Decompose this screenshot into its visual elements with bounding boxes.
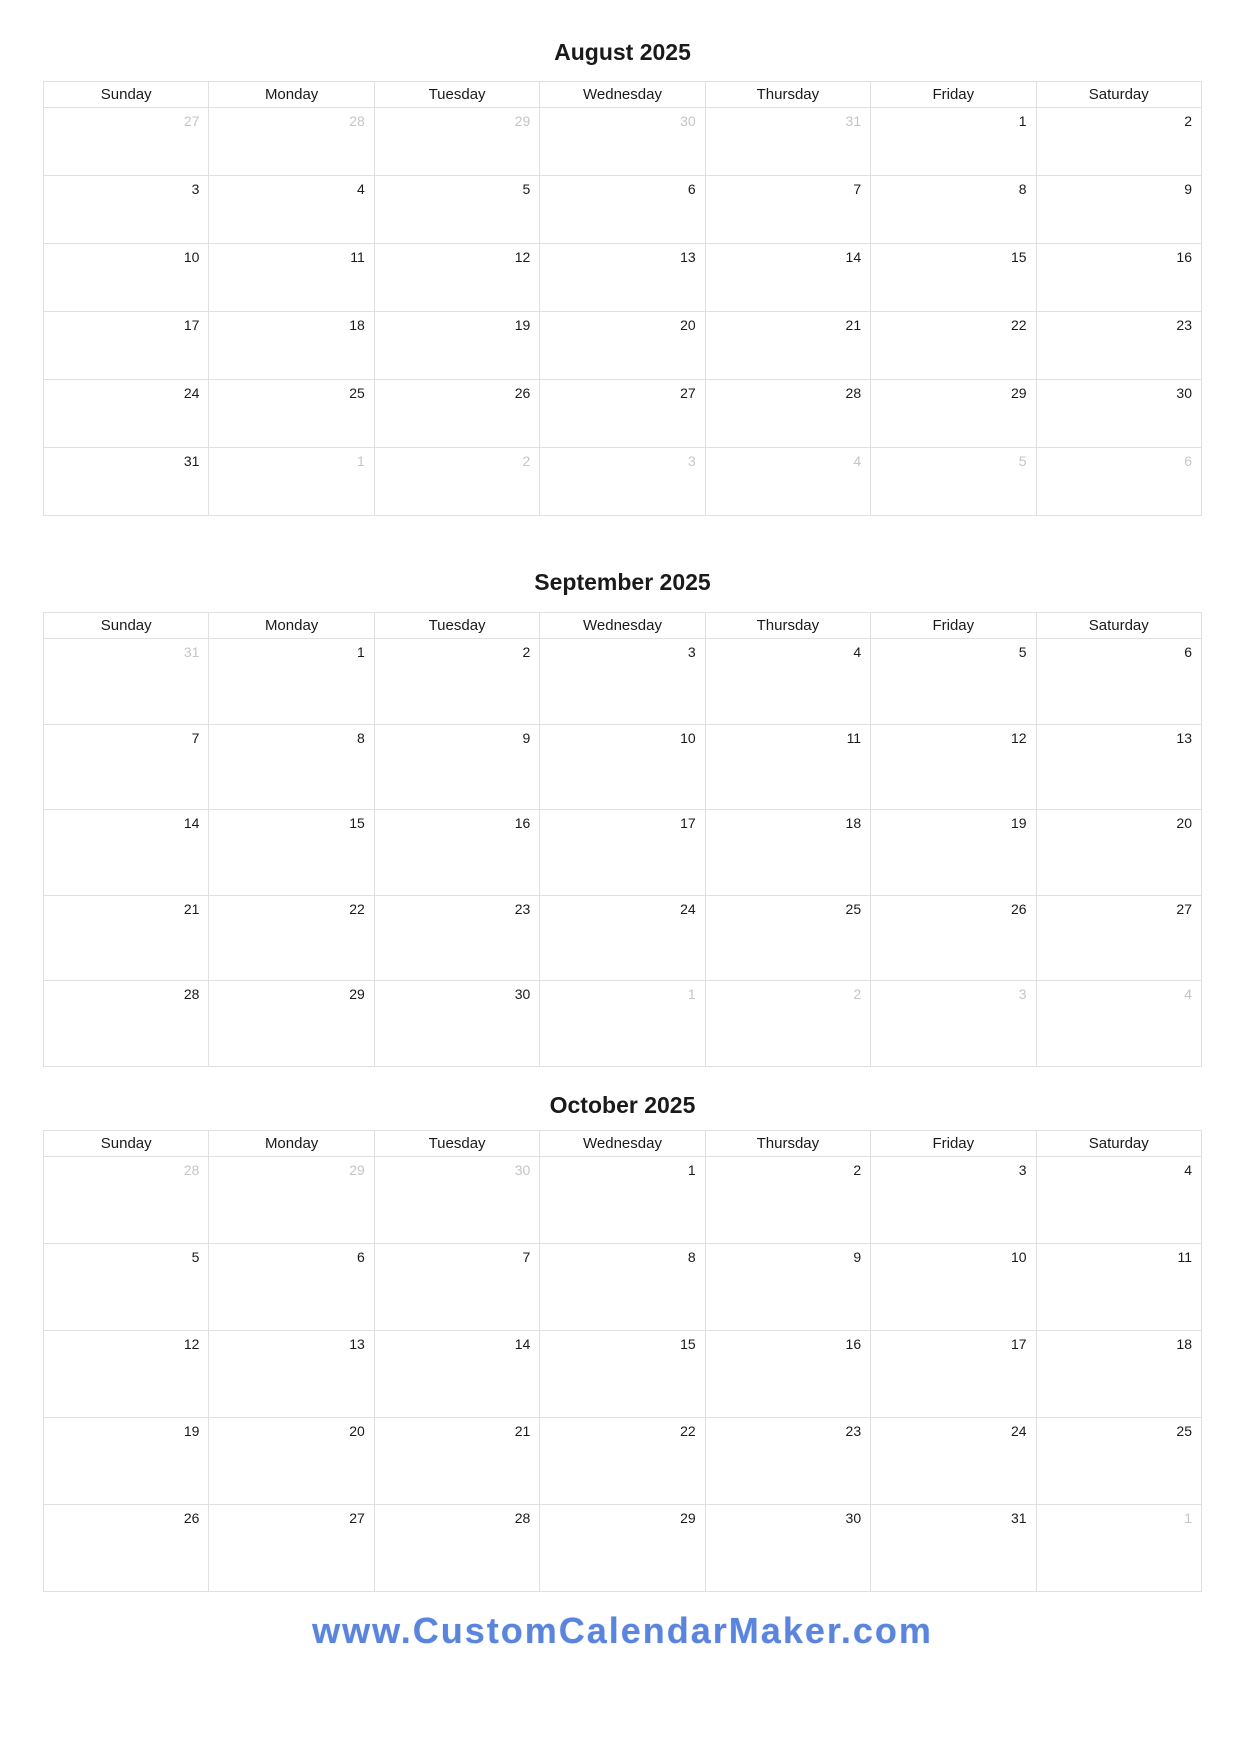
day-cell: 9 — [1036, 176, 1201, 244]
day-cell: 6 — [1036, 448, 1201, 516]
day-cell: 14 — [705, 244, 870, 312]
day-cell: 20 — [209, 1418, 374, 1505]
day-cell: 22 — [540, 1418, 705, 1505]
weekday-header: Friday — [871, 613, 1036, 639]
day-cell: 3 — [871, 981, 1036, 1067]
day-cell: 30 — [1036, 380, 1201, 448]
week-row — [44, 448, 1202, 516]
day-cell: 28 — [44, 981, 209, 1067]
weekday-header: Wednesday — [540, 613, 705, 639]
day-cell: 23 — [1036, 312, 1201, 380]
day-cell: 29 — [209, 981, 374, 1067]
day-cell: 18 — [705, 810, 870, 896]
day-cell: 18 — [1036, 1331, 1201, 1418]
day-cell: 31 — [44, 639, 209, 725]
day-cell: 15 — [209, 810, 374, 896]
weekday-header: Saturday — [1036, 613, 1201, 639]
day-cell: 11 — [1036, 1244, 1201, 1331]
day-cell: 2 — [705, 981, 870, 1067]
weekday-header-row — [44, 1131, 1202, 1157]
weekday-header: Monday — [209, 613, 374, 639]
day-cell: 18 — [209, 312, 374, 380]
day-cell: 17 — [44, 312, 209, 380]
day-cell: 21 — [374, 1418, 539, 1505]
weekday-header: Sunday — [44, 613, 209, 639]
day-cell: 3 — [540, 448, 705, 516]
day-cell: 30 — [705, 1505, 870, 1592]
day-cell: 8 — [871, 176, 1036, 244]
day-cell: 13 — [540, 244, 705, 312]
day-cell: 5 — [871, 639, 1036, 725]
day-cell: 26 — [871, 895, 1036, 981]
day-cell: 27 — [209, 1505, 374, 1592]
day-cell: 12 — [374, 244, 539, 312]
week-row — [44, 1418, 1202, 1505]
weekday-header: Thursday — [705, 1131, 870, 1157]
calendar-grid-august — [43, 81, 1202, 516]
day-cell: 5 — [44, 1244, 209, 1331]
weekday-header: Tuesday — [374, 1131, 539, 1157]
day-cell: 4 — [209, 176, 374, 244]
week-row — [44, 639, 1202, 725]
day-cell: 24 — [44, 380, 209, 448]
day-cell: 2 — [705, 1157, 870, 1244]
week-row — [44, 176, 1202, 244]
day-cell: 19 — [374, 312, 539, 380]
day-cell: 25 — [705, 895, 870, 981]
weekday-header: Sunday — [44, 1131, 209, 1157]
day-cell: 2 — [1036, 108, 1201, 176]
day-cell: 12 — [871, 724, 1036, 810]
day-cell: 15 — [540, 1331, 705, 1418]
day-cell: 16 — [705, 1331, 870, 1418]
week-row — [44, 312, 1202, 380]
day-cell: 31 — [705, 108, 870, 176]
day-cell: 9 — [705, 1244, 870, 1331]
day-cell: 24 — [871, 1418, 1036, 1505]
day-cell: 3 — [540, 639, 705, 725]
day-cell: 16 — [1036, 244, 1201, 312]
week-row — [44, 810, 1202, 896]
weekday-header-row — [44, 82, 1202, 108]
day-cell: 30 — [540, 108, 705, 176]
month-title-october: October 2025 — [549, 1092, 696, 1118]
day-cell: 5 — [374, 176, 539, 244]
weekday-header: Saturday — [1036, 82, 1201, 108]
day-cell: 1 — [871, 108, 1036, 176]
watermark-link[interactable]: www.CustomCalendarMaker.com — [312, 1610, 933, 1651]
day-cell: 21 — [705, 312, 870, 380]
day-cell: 6 — [1036, 639, 1201, 725]
day-cell: 27 — [44, 108, 209, 176]
day-cell: 29 — [540, 1505, 705, 1592]
calendar-grid-october — [43, 1130, 1202, 1592]
weekday-header: Wednesday — [540, 82, 705, 108]
week-row — [44, 1331, 1202, 1418]
day-cell: 9 — [374, 724, 539, 810]
month-title-august: August 2025 — [554, 39, 691, 65]
weekday-header: Thursday — [705, 613, 870, 639]
week-row — [44, 724, 1202, 810]
day-cell: 28 — [374, 1505, 539, 1592]
weekday-header: Wednesday — [540, 1131, 705, 1157]
day-cell: 7 — [44, 724, 209, 810]
day-cell: 1 — [209, 448, 374, 516]
day-cell: 1 — [209, 639, 374, 725]
day-cell: 19 — [871, 810, 1036, 896]
day-cell: 5 — [871, 448, 1036, 516]
day-cell: 10 — [871, 1244, 1036, 1331]
day-cell: 13 — [209, 1331, 374, 1418]
day-cell: 26 — [374, 380, 539, 448]
day-cell: 1 — [540, 981, 705, 1067]
day-cell: 7 — [374, 1244, 539, 1331]
weekday-header: Sunday — [44, 82, 209, 108]
day-cell: 3 — [871, 1157, 1036, 1244]
day-cell: 10 — [540, 724, 705, 810]
weekday-header: Thursday — [705, 82, 870, 108]
weekday-header: Monday — [209, 1131, 374, 1157]
day-cell: 25 — [209, 380, 374, 448]
day-cell: 17 — [540, 810, 705, 896]
day-cell: 4 — [1036, 1157, 1201, 1244]
day-cell: 10 — [44, 244, 209, 312]
day-cell: 16 — [374, 810, 539, 896]
day-cell: 4 — [705, 639, 870, 725]
day-cell: 26 — [44, 1505, 209, 1592]
weekday-header-row — [44, 613, 1202, 639]
day-cell: 27 — [1036, 895, 1201, 981]
day-cell: 6 — [209, 1244, 374, 1331]
weekday-header: Monday — [209, 82, 374, 108]
day-cell: 29 — [871, 380, 1036, 448]
weekday-header: Saturday — [1036, 1131, 1201, 1157]
day-cell: 23 — [705, 1418, 870, 1505]
day-cell: 3 — [44, 176, 209, 244]
month-title-september: September 2025 — [534, 569, 711, 595]
day-cell: 19 — [44, 1418, 209, 1505]
week-row — [44, 1505, 1202, 1592]
week-row — [44, 108, 1202, 176]
day-cell: 23 — [374, 895, 539, 981]
day-cell: 31 — [44, 448, 209, 516]
day-cell: 20 — [1036, 810, 1201, 896]
day-cell: 28 — [209, 108, 374, 176]
day-cell: 15 — [871, 244, 1036, 312]
day-cell: 2 — [374, 448, 539, 516]
day-cell: 22 — [209, 895, 374, 981]
week-row — [44, 981, 1202, 1067]
day-cell: 14 — [44, 810, 209, 896]
weekday-header: Tuesday — [374, 613, 539, 639]
day-cell: 1 — [540, 1157, 705, 1244]
day-cell: 8 — [540, 1244, 705, 1331]
day-cell: 1 — [1036, 1505, 1201, 1592]
day-cell: 14 — [374, 1331, 539, 1418]
week-row — [44, 244, 1202, 312]
day-cell: 17 — [871, 1331, 1036, 1418]
weekday-header: Tuesday — [374, 82, 539, 108]
day-cell: 31 — [871, 1505, 1036, 1592]
day-cell: 20 — [540, 312, 705, 380]
week-row — [44, 1244, 1202, 1331]
day-cell: 29 — [209, 1157, 374, 1244]
weekday-header: Friday — [871, 82, 1036, 108]
week-row — [44, 1157, 1202, 1244]
week-row — [44, 380, 1202, 448]
day-cell: 25 — [1036, 1418, 1201, 1505]
day-cell: 30 — [374, 981, 539, 1067]
week-row — [44, 895, 1202, 981]
day-cell: 27 — [540, 380, 705, 448]
day-cell: 4 — [1036, 981, 1201, 1067]
day-cell: 13 — [1036, 724, 1201, 810]
weekday-header: Friday — [871, 1131, 1036, 1157]
day-cell: 28 — [44, 1157, 209, 1244]
day-cell: 24 — [540, 895, 705, 981]
day-cell: 30 — [374, 1157, 539, 1244]
day-cell: 11 — [705, 724, 870, 810]
day-cell: 4 — [705, 448, 870, 516]
day-cell: 6 — [540, 176, 705, 244]
day-cell: 2 — [374, 639, 539, 725]
day-cell: 8 — [209, 724, 374, 810]
day-cell: 7 — [705, 176, 870, 244]
day-cell: 21 — [44, 895, 209, 981]
calendar-grid-september — [43, 612, 1202, 1067]
day-cell: 12 — [44, 1331, 209, 1418]
day-cell: 11 — [209, 244, 374, 312]
day-cell: 28 — [705, 380, 870, 448]
day-cell: 29 — [374, 108, 539, 176]
day-cell: 22 — [871, 312, 1036, 380]
